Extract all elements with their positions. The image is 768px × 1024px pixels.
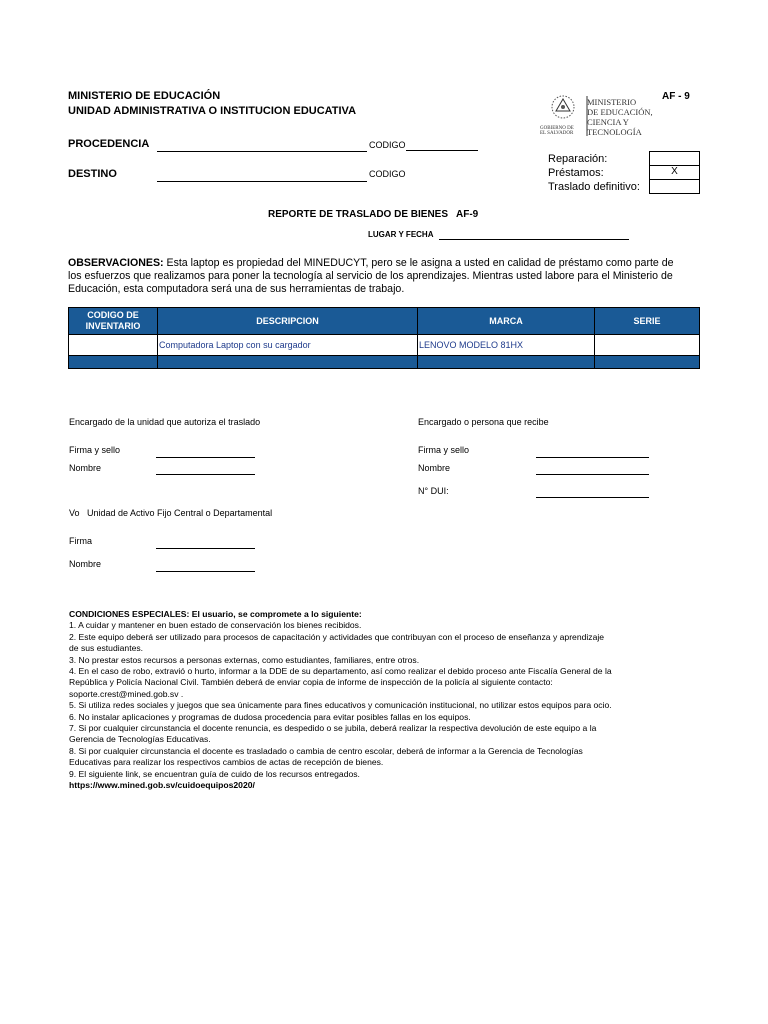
destino-label: DESTINO	[68, 168, 117, 180]
firma-sello-left-field[interactable]	[156, 457, 255, 458]
dui-label: N° DUI:	[418, 486, 449, 496]
observaciones-line-2: los esfuerzos que realizamos para poner la tecnología al servicio de los aprendizajes. Mientras usted labore para el Ministerio de	[68, 270, 673, 282]
reparacion-checkbox[interactable]	[649, 151, 700, 166]
nombre-vo-field[interactable]	[156, 571, 255, 572]
ministry-title: MINISTERIO DE EDUCACIÓN	[68, 90, 221, 102]
nombre-left-field[interactable]	[156, 474, 255, 475]
firma-sello-right-field[interactable]	[536, 457, 649, 458]
condition-line: 7. Si por cualquier circunstancia el docente renuncia, es despedido o se jubila, deberá realizar la respectiva devolución de este equipo a la	[69, 723, 597, 734]
condition-line: 2. Este equipo deberá ser utilizado para procesos de capacitación y actividades que contribuyan con el proceso de enseñanza y aprendizaje	[69, 631, 605, 642]
footer-cell	[69, 356, 158, 369]
header-descripcion: DESCRIPCION	[158, 308, 418, 335]
condition-line: soporte.crest@mined.gob.sv .	[69, 688, 184, 699]
procedencia-field[interactable]	[157, 151, 367, 152]
traslado-checkbox[interactable]	[649, 179, 700, 194]
observaciones-line-3: Educación, esta computadora será una de sus herramientas de trabajo.	[68, 283, 405, 295]
condition-line: República y Policía Nacional Civil. También deberá de enviar copia de informe de inspección de la policía al siguiente contacto:	[69, 677, 553, 688]
left-signer-title: Encargado de la unidad que autoriza el traslado	[69, 417, 261, 427]
codigo-field-1[interactable]	[406, 150, 478, 151]
right-signer-title: Encargado o persona que recibe	[418, 417, 549, 427]
reparacion-label: Reparación:	[548, 153, 608, 165]
condition-line: 5. Si utiliza redes sociales y juegos que sea únicamente para fines educativos y comunicación institucional, no utilizar estos equipos para ocio.	[69, 700, 612, 711]
prestamos-mark: X	[671, 166, 678, 177]
care-guide-link[interactable]: https://www.mined.gob.sv/cuidoequipos2020/	[69, 780, 255, 791]
logo-small-1: GOBIERNO DE	[540, 126, 574, 131]
lugar-fecha-field[interactable]	[439, 239, 629, 240]
procedencia-label: PROCEDENCIA	[68, 138, 150, 150]
codigo-label-1: CODIGO	[369, 140, 406, 150]
dui-field[interactable]	[536, 497, 649, 498]
footer-cell	[158, 356, 418, 369]
lugar-fecha-label: LUGAR Y FECHA	[368, 230, 434, 239]
coat-of-arms-icon	[543, 92, 587, 126]
logo-line-3: CIENCIA Y	[587, 117, 629, 127]
nombre-right-label: Nombre	[418, 463, 451, 473]
cell-serie[interactable]	[595, 335, 700, 356]
prestamos-label: Préstamos:	[548, 167, 604, 179]
observaciones-line-1: Esta laptop es propiedad del MINEDUCYT, pero se le asigna a usted en calidad de préstamo como parte de	[163, 257, 674, 269]
unit-title: UNIDAD ADMINISTRATIVA O INSTITUCION EDUCATIVA	[68, 105, 357, 117]
vo-title: Vo Unidad de Activo Fijo Central o Departamental	[69, 508, 273, 518]
report-title: REPORTE DE TRASLADO DE BIENES AF-9	[268, 209, 479, 220]
traslado-label: Traslado definitivo:	[548, 181, 640, 193]
condition-line: 4. En el caso de robo, extravió o hurto, informar a la DDE de su departamento, así como realizar el debido proceso ante Fiscalía General de la	[69, 666, 612, 677]
logo-small-2: EL SALVADOR	[540, 131, 574, 136]
header-marca: MARCA	[418, 308, 595, 335]
condition-line: 3. No prestar estos recursos a personas externas, como estudiantes, familiares, entre otros.	[69, 654, 420, 665]
condition-line: 8. Si por cualquier circunstancia el docente es trasladado o cambia de centro escolar, deberá de informar a la Gerencia de Tecnologías	[69, 745, 583, 756]
condition-line: 6. No instalar aplicaciones y programas de dudosa procedencia para evitar posibles fallas en los equipos.	[69, 711, 471, 722]
firma-sello-left-label: Firma y sello	[69, 445, 121, 455]
condition-line: Gerencia de Tecnologías Educativas.	[69, 734, 211, 745]
cell-codigo[interactable]	[69, 335, 158, 356]
condition-line: 9. El siguiente link, se encuentran guía de cuido de los recursos entregados.	[69, 768, 360, 779]
logo-line-4: TECNOLOGÍA	[587, 127, 642, 137]
firma-vo-field[interactable]	[156, 548, 255, 549]
nombre-right-field[interactable]	[536, 474, 649, 475]
observaciones-label: OBSERVACIONES:	[68, 257, 164, 269]
header-serie: SERIE	[595, 308, 700, 335]
logo-line-2: DE EDUCACIÓN,	[587, 107, 653, 117]
footer-cell	[595, 356, 700, 369]
table-row	[69, 335, 700, 356]
firma-sello-right-label: Firma y sello	[418, 445, 470, 455]
table-footer-row	[69, 356, 700, 369]
logo-line-1: MINISTERIO	[587, 97, 637, 107]
condition-line: 1. A cuidar y mantener en buen estado de conservación los bienes recibidos.	[69, 620, 362, 631]
condition-line: de sus estudiantes.	[69, 643, 144, 654]
nombre-left-label: Nombre	[69, 463, 102, 473]
form-code: AF - 9	[662, 91, 690, 102]
destino-field[interactable]	[157, 181, 367, 182]
cell-descripcion[interactable]: Computadora Laptop con su cargador	[158, 335, 418, 356]
footer-cell	[418, 356, 595, 369]
condition-line: Educativas para realizar los respectivos cambios de actas de recepción de bienes.	[69, 757, 384, 768]
cell-marca[interactable]: LENOVO MODELO 81HX	[418, 335, 595, 356]
firma-vo-label: Firma	[69, 536, 92, 546]
conditions-block	[69, 609, 709, 792]
observaciones	[68, 257, 708, 296]
nombre-vo-label: Nombre	[69, 559, 102, 569]
header-codigo: CODIGO DE INVENTARIO	[69, 308, 158, 335]
inventory-table	[68, 307, 700, 369]
ministry-logo	[540, 92, 660, 142]
prestamos-checkbox[interactable]	[649, 165, 700, 180]
codigo-label-2: CODIGO	[369, 169, 406, 179]
conditions-title: CONDICIONES ESPECIALES: El usuario, se compromete a lo siguiente:	[69, 609, 362, 619]
